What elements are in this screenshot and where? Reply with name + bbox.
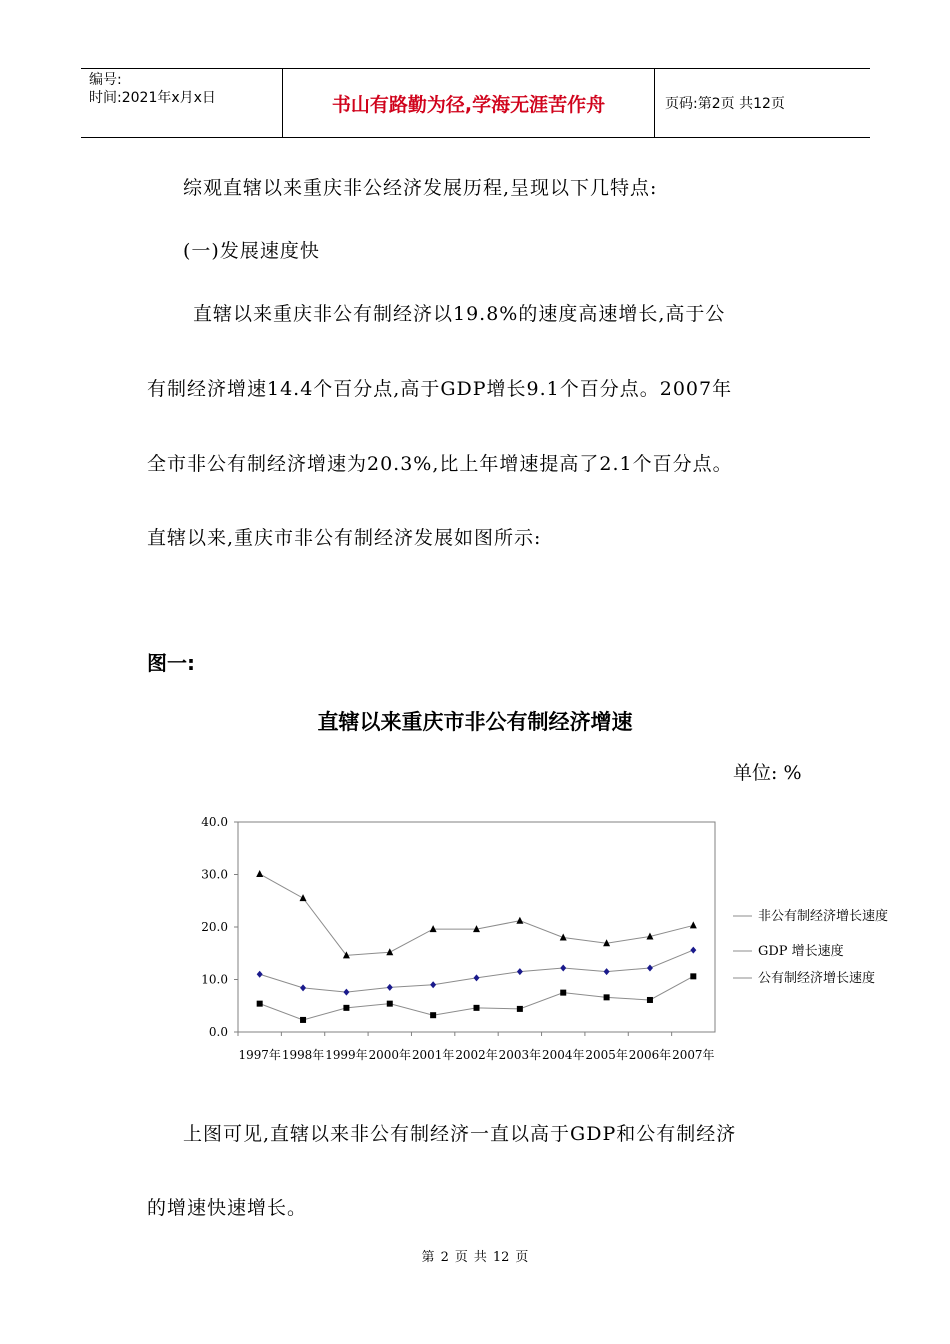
x-tick-label: 2002年 (455, 1048, 498, 1062)
data-point-square (517, 1006, 523, 1012)
series-line (260, 976, 694, 1020)
x-tick-label: 2001年 (411, 1048, 455, 1062)
y-tick-label: 20.0 (201, 920, 228, 934)
legend-label: GDP 增长速度 (758, 944, 844, 959)
series-line (260, 950, 694, 992)
data-point-diamond (387, 984, 393, 991)
paragraph-line-1: 直辖以来重庆非公有制经济以19.8%的速度高速增长,高于公 (193, 303, 726, 325)
legend-label: 非公有制经济增长速度 (758, 909, 889, 924)
data-point-triangle (300, 894, 307, 901)
data-point-square (257, 1001, 263, 1007)
data-point-diamond (560, 964, 566, 971)
header-meta (81, 69, 283, 137)
data-point-square (647, 997, 653, 1003)
x-tick-label: 2007年 (672, 1048, 715, 1062)
data-point-diamond (517, 968, 523, 975)
data-point-triangle (386, 948, 393, 955)
header-motto: 书山有路勤为径,学海无涯苦作舟 (283, 69, 655, 137)
data-point-square (690, 973, 696, 979)
x-tick-label: 2006年 (628, 1048, 672, 1062)
data-point-diamond (474, 974, 480, 981)
chart-title: 直辖以来重庆市非公有制经济增速 (317, 710, 633, 734)
data-point-diamond (343, 989, 349, 996)
data-point-diamond (300, 984, 306, 991)
footer-word-di: 第 (421, 1250, 435, 1265)
footer-word-gong: 共 (473, 1250, 487, 1265)
data-point-diamond (647, 964, 653, 971)
time-label: 时间:2021年x月x日 (89, 90, 216, 106)
paragraph-line-4: 直辖以来,重庆市非公有制经济发展如图所示: (147, 527, 542, 549)
x-tick-label: 2004年 (542, 1048, 585, 1062)
unit-label: 单位: % (733, 762, 802, 784)
footer-page-number: 2 (440, 1250, 449, 1265)
y-tick-label: 10.0 (201, 972, 228, 987)
data-point-triangle (430, 925, 437, 932)
paragraph-conclusion-2: 的增速快速增长。 (147, 1197, 308, 1219)
data-point-diamond (690, 947, 696, 954)
x-tick-label: 2005年 (585, 1048, 628, 1062)
data-point-square (604, 994, 610, 1000)
y-tick-label: 0.0 (208, 1025, 228, 1039)
figure-label: 图一: (147, 651, 195, 675)
number-label: 编号: (89, 72, 122, 88)
data-point-square (387, 1001, 393, 1007)
data-point-triangle (690, 921, 697, 928)
footer-word-ye: 页 (454, 1250, 468, 1265)
data-point-square (430, 1012, 436, 1018)
header-page-code: 页码:第2页 共12页 (665, 96, 785, 112)
data-point-square (300, 1017, 306, 1023)
line-chart (180, 800, 920, 1075)
page-footer (0, 1246, 950, 1265)
paragraph-line-3: 全市非公有制经济增速为20.3%,比上年增速提高了2.1个百分点。 (147, 453, 733, 475)
section-heading: (一)发展速度快 (183, 240, 320, 262)
data-point-square (560, 990, 566, 996)
y-tick-label: 40.0 (201, 815, 228, 829)
data-point-square (343, 1005, 349, 1011)
paragraph-line-2: 有制经济增速14.4个百分点,高于GDP增长9.1个百分点。2007年 (147, 378, 733, 400)
x-tick-label: 1997年 (238, 1048, 282, 1062)
footer-word-ye-2: 页 (515, 1250, 529, 1265)
data-point-triangle (516, 917, 523, 924)
data-point-triangle (256, 870, 263, 877)
x-tick-label: 2000年 (368, 1048, 412, 1062)
y-tick-label: 30.0 (201, 867, 228, 882)
page-header (81, 68, 870, 138)
data-point-diamond (257, 971, 263, 978)
data-point-square (474, 1005, 480, 1011)
x-tick-label: 1998年 (281, 1048, 325, 1062)
paragraph-intro: 综观直辖以来重庆非公经济发展历程,呈现以下几特点: (183, 177, 658, 199)
data-point-diamond (604, 968, 610, 975)
x-tick-label: 1999年 (325, 1048, 368, 1062)
x-tick-label: 2003年 (498, 1048, 542, 1062)
series-line (260, 874, 694, 955)
paragraph-conclusion-1: 上图可见,直辖以来非公有制经济一直以高于GDP和公有制经济 (183, 1123, 737, 1145)
legend-label: 公有制经济增长速度 (758, 971, 876, 986)
footer-total-pages: 12 (492, 1250, 510, 1265)
data-point-diamond (430, 981, 436, 988)
